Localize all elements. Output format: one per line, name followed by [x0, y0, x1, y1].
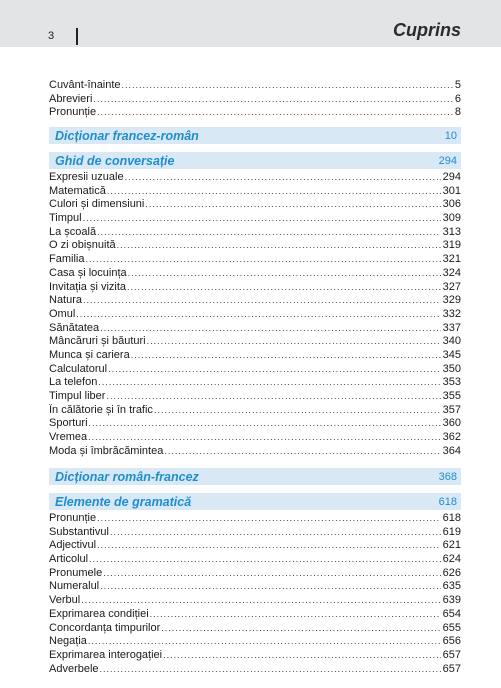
dot-leader: [131, 349, 441, 363]
section-page: 10: [444, 129, 457, 142]
header-divider: [76, 28, 78, 45]
toc-entry-page: 319: [442, 239, 461, 252]
toc-entry-label: Vremea: [49, 431, 88, 444]
toc-entry-page: 8: [454, 106, 461, 119]
page-title: Cuprins: [392, 20, 461, 40]
toc-entry[interactable]: [49, 226, 461, 240]
toc-entry[interactable]: [49, 253, 461, 267]
toc-entry[interactable]: [49, 198, 461, 212]
toc-entry-page: 332: [442, 307, 461, 320]
dot-leader: [125, 171, 441, 185]
toc-entry-label: Pronunție: [49, 106, 97, 119]
toc-entry-page: 324: [442, 266, 461, 279]
toc-entry-page: 353: [442, 376, 461, 389]
toc-entry-label: Moda și îmbrăcămintea: [49, 444, 164, 457]
dot-leader: [128, 267, 441, 281]
toc-entry-page: 657: [442, 648, 461, 661]
toc-entry-label: O zi obișnuită: [49, 239, 116, 252]
toc-entry-page: 621: [442, 539, 461, 552]
toc-entry-label: Munca și cariera: [49, 348, 130, 361]
toc-entry-label: Substantivul: [49, 525, 109, 538]
toc-entry-label: Natura: [49, 294, 83, 307]
section-page: 618: [438, 495, 457, 508]
toc-entry[interactable]: [49, 663, 461, 677]
dot-leader: [127, 281, 441, 295]
toc-entry-page: 327: [442, 280, 461, 293]
dot-leader: [85, 253, 440, 267]
toc-intro: [49, 79, 461, 120]
dot-leader: [145, 198, 440, 212]
toc-entry-page: 355: [442, 390, 461, 402]
toc-entry-label: Sporturi: [49, 417, 88, 430]
toc-entry-label: Abrevieri: [49, 92, 93, 105]
toc-entry-label: Invitația și vizita: [49, 280, 127, 293]
dot-leader: [107, 185, 441, 199]
toc-entry-label: Articolul: [49, 553, 89, 566]
toc-entry-page: 639: [442, 594, 461, 607]
toc-entry[interactable]: [49, 335, 461, 349]
toc-entry-label: Exprimarea interogației: [49, 648, 163, 661]
dot-leader: [76, 308, 440, 322]
toc-entry[interactable]: [49, 171, 461, 185]
dot-leader: [150, 608, 441, 622]
dot-leader: [122, 79, 453, 93]
toc-entry-page: 618: [442, 512, 461, 524]
toc-entry-page: 337: [442, 321, 461, 334]
dot-leader: [108, 363, 441, 377]
dot-leader: [83, 212, 441, 226]
dot-leader: [81, 594, 440, 608]
dot-leader: [97, 226, 441, 240]
toc-entry[interactable]: [49, 445, 461, 459]
toc-entry[interactable]: [49, 376, 461, 390]
toc-entry-label: Mâncăruri și băuturi: [49, 335, 146, 348]
toc-entry-page: 635: [442, 580, 461, 593]
section-title: Ghid de conversație: [55, 153, 175, 168]
toc-entry-page: 5: [454, 79, 461, 91]
toc-entry-page: 626: [442, 566, 461, 579]
dot-leader: [106, 390, 440, 404]
toc-entry[interactable]: [49, 622, 461, 636]
section-entries: [49, 512, 461, 676]
toc-entry-page: 364: [442, 444, 461, 457]
toc-entry[interactable]: [49, 322, 461, 336]
toc-entry-page: 345: [442, 348, 461, 361]
toc-entry-label: Familia: [49, 253, 85, 266]
toc-entry-label: Adverbele: [49, 662, 99, 675]
toc-entry[interactable]: [49, 212, 461, 226]
toc-entry[interactable]: [49, 512, 461, 526]
dot-leader: [100, 322, 440, 336]
toc-entry[interactable]: [49, 390, 461, 404]
toc-entry-page: 321: [442, 253, 461, 266]
toc-entry[interactable]: [49, 635, 461, 649]
toc-entry-label: Numeralul: [49, 580, 100, 593]
toc-entry[interactable]: [49, 363, 461, 377]
dot-leader: [89, 553, 441, 567]
dot-leader: [83, 294, 441, 308]
section-page: 294: [438, 154, 457, 167]
toc-entry[interactable]: [49, 431, 461, 445]
toc-entry-label: Sănătatea: [49, 321, 100, 334]
toc-entry-page: 656: [442, 635, 461, 648]
toc-entry-page: 362: [442, 431, 461, 444]
toc-entry-page: 313: [442, 225, 461, 238]
toc-entry-label: Omul: [49, 307, 76, 320]
toc-entry-page: 294: [442, 171, 461, 183]
toc-entry[interactable]: [49, 294, 461, 308]
toc-entry-page: 360: [442, 417, 461, 430]
dot-leader: [100, 663, 441, 677]
dot-leader: [97, 106, 453, 120]
section-title: Dicționar francez-român: [55, 128, 199, 143]
dot-leader: [97, 512, 441, 526]
toc-entry-page: 657: [442, 662, 461, 675]
dot-leader: [88, 431, 441, 445]
toc-entry[interactable]: [49, 93, 461, 107]
dot-leader: [161, 622, 440, 636]
toc-entry-label: În călătorie și în trafic: [49, 403, 153, 416]
dot-leader: [110, 526, 441, 540]
section-header[interactable]: [49, 127, 461, 144]
toc-entry[interactable]: [49, 267, 461, 281]
toc-entry[interactable]: [49, 106, 461, 120]
dot-leader: [154, 404, 441, 418]
toc-entry-page: 654: [442, 607, 461, 620]
toc-entry-label: Calculatorul: [49, 362, 108, 375]
dot-leader: [147, 335, 441, 349]
toc-entry-label: Matematică: [49, 184, 106, 197]
toc-entry-label: Verbul: [49, 594, 81, 607]
toc-entry-page: 340: [442, 335, 461, 348]
toc-entry-page: 357: [442, 403, 461, 416]
dot-leader: [89, 417, 441, 431]
toc-entry[interactable]: [49, 567, 461, 581]
toc-entry-label: Exprimarea condiției: [49, 607, 149, 620]
toc-entry[interactable]: [49, 308, 461, 322]
dot-leader: [93, 93, 452, 107]
section-title: Elemente de gramatică: [55, 494, 192, 509]
page-number: 3: [48, 30, 55, 42]
toc-entry-label: Timpul: [49, 212, 82, 225]
toc-entry[interactable]: [49, 281, 461, 295]
toc-entry-label: Culori și dimensiuni: [49, 198, 145, 211]
toc-entry-page: 655: [442, 621, 461, 634]
toc-entry-label: Expresii uzuale: [49, 171, 124, 183]
dot-leader: [164, 445, 440, 459]
section-page: 368: [438, 470, 457, 483]
toc-entry-label: Concordanța timpurilor: [49, 621, 161, 634]
dot-leader: [117, 239, 441, 253]
toc-entry-page: 6: [454, 92, 461, 105]
toc-entry[interactable]: [49, 79, 461, 93]
toc-entry-label: Adjectivul: [49, 539, 97, 552]
toc-entry-label: Pronunție: [49, 512, 97, 524]
section-header[interactable]: [49, 468, 461, 485]
section-entries: [49, 171, 461, 458]
toc-entry-label: La telefon: [49, 376, 98, 389]
toc-entry[interactable]: [49, 526, 461, 540]
dot-leader: [88, 635, 441, 649]
toc-entry[interactable]: [49, 417, 461, 431]
section-header[interactable]: [49, 152, 461, 169]
dot-leader: [100, 580, 441, 594]
toc-entry[interactable]: [49, 594, 461, 608]
dot-leader: [163, 649, 441, 663]
toc-entry[interactable]: [49, 553, 461, 567]
toc-entry[interactable]: [49, 539, 461, 553]
toc-entry-page: 350: [442, 362, 461, 375]
toc-entry-label: Timpul liber: [49, 390, 106, 402]
toc-entry-page: 619: [442, 525, 461, 538]
toc-entry-label: Negația: [49, 635, 87, 648]
toc-entry-label: Casa și locuința: [49, 266, 127, 279]
toc-entry-label: La școală: [49, 225, 97, 238]
section-title: Dicționar român-francez: [55, 469, 199, 484]
toc-entry-label: Pronumele: [49, 566, 103, 579]
toc-entry-page: 329: [442, 294, 461, 307]
dot-leader: [103, 567, 440, 581]
toc-entry[interactable]: [49, 608, 461, 622]
dot-leader: [97, 539, 441, 553]
section-header[interactable]: [49, 493, 461, 510]
dot-leader: [98, 376, 440, 390]
toc-entry-label: Cuvânt-înainte: [49, 79, 121, 91]
toc-entry-page: 306: [442, 198, 461, 211]
page-header: [0, 0, 501, 47]
toc-entry-page: 624: [442, 553, 461, 566]
toc-entry[interactable]: [49, 239, 461, 253]
toc-entry[interactable]: [49, 580, 461, 594]
toc-entry[interactable]: [49, 349, 461, 363]
toc-entry[interactable]: [49, 649, 461, 663]
toc-entry[interactable]: [49, 185, 461, 199]
toc-entry[interactable]: [49, 404, 461, 418]
toc-entry-page: 301: [442, 184, 461, 197]
toc-entry-page: 309: [442, 212, 461, 225]
